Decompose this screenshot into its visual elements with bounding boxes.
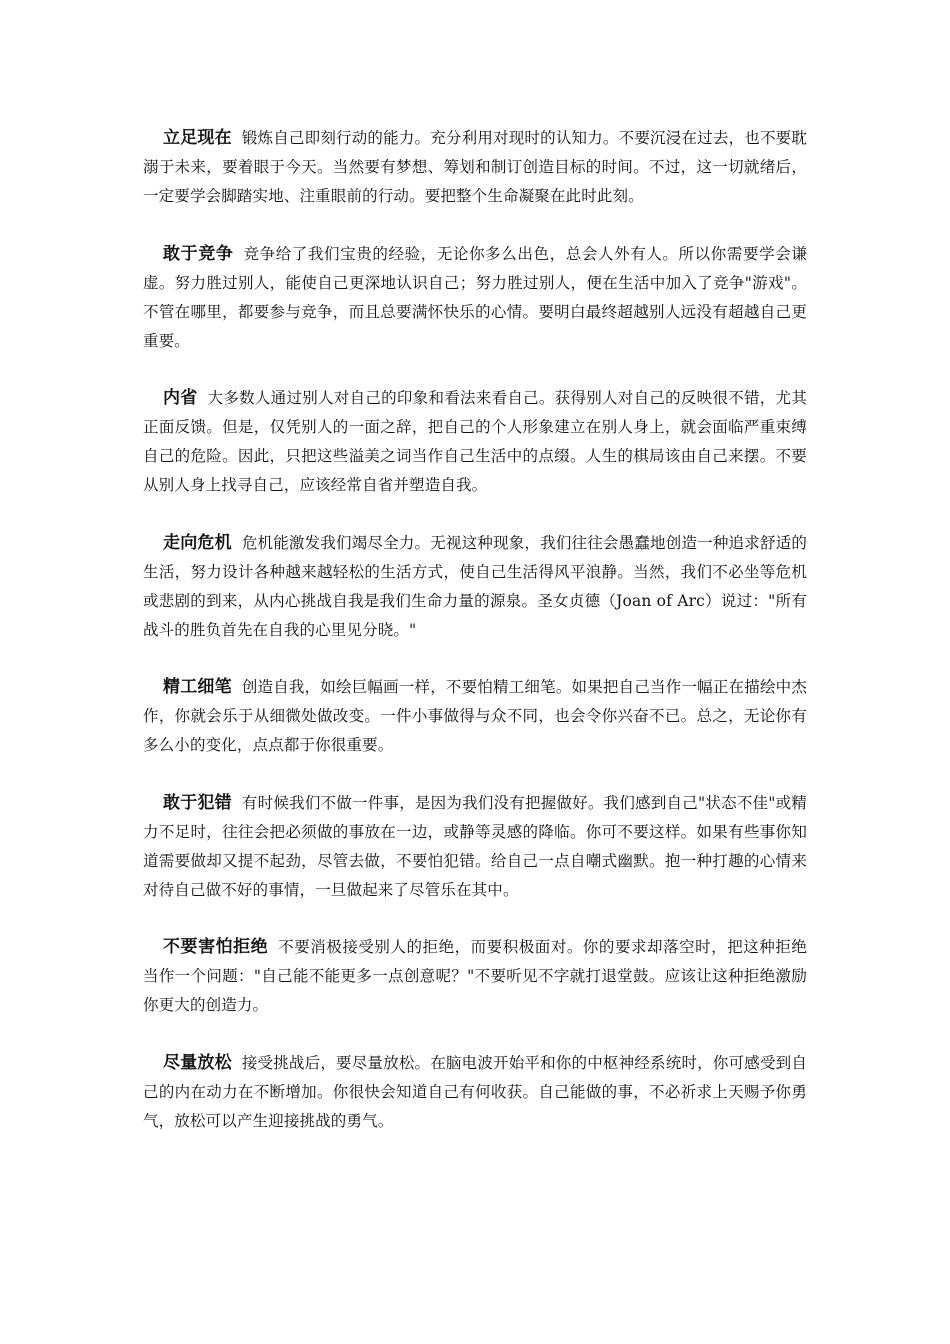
section-heading: 立足现在 (163, 128, 232, 148)
section-paragraph (143, 933, 807, 1020)
section-text: 接受挑战后，要尽量放松。在脑电波开始平和你的中枢神经系统时，你可感受到自己的内在动力在不断增加。你很快会知道自己有何收获。自己能做的事，不必祈求上天赐予你勇气，放松可以产生迎接挑战的勇气。 (143, 1053, 807, 1130)
section-text: 大多数人通过别人对自己的印象和看法来看自己。获得别人对自己的反映很不错，尤其正面反馈。但是，仅凭别人的一面之辞，把自己的个人形象建立在别人身上，就会面临严重束缚自己的危险。因此，只把这些溢美之词当作自己生活中的点缀。人生的棋局该由自己来摆。不要从别人身上找寻自己，应该经常自省并塑造自我。 (143, 389, 807, 494)
section-paragraph (143, 789, 807, 905)
section-paragraph (143, 384, 807, 500)
section-paragraph (143, 673, 807, 760)
section-paragraph (143, 124, 807, 211)
section-text: 创造自我，如绘巨幅画一样，不要怕精工细笔。如果把自己当作一幅正在描绘中杰作，你就会乐于从细微处做改变。一件小事做得与众不同，也会令你兴奋不已。总之，无论你有多么小的变化，点点都于你很重要。 (143, 678, 807, 754)
section-paragraph (143, 1049, 807, 1136)
section-heading: 敢于犯错 (163, 792, 232, 813)
section-text: 锻炼自己即刻行动的能力。充分利用对现时的认知力。不要沉浸在过去，也不要耽溺于未来，要着眼于今天。当然要有梦想、筹划和制订创造目标的时间。不过，这一切就绪后，一定要学会脚踏实地、注重眼前的行动。要把整个生命凝聚在此时此刻。 (143, 129, 807, 205)
section-heading: 精工细笔 (163, 677, 232, 697)
section-text: 危机能激发我们竭尽全力。无视这种现象，我们往往会愚蠢地创造一种追求舒适的生活，努力设计各种越来越轻松的生活方式，使自己生活得风平浪静。当然，我们不必坐等危机或悲剧的到来，从内心挑战自我是我们生命力量的源泉。圣女贞德（Joan of Arc）说过："所有战斗的胜负首先在自我的心里见分晓。" (143, 533, 807, 639)
section-text: 竞争给了我们宝贵的经验，无论你多么出色，总会人外有人。所以你需要学会谦虚。努力胜过别人，能使自己更深地认识自己；努力胜过别人，便在生活中加入了竞争"游戏"。不管在哪里，都要参与竞争，而且总要满怀快乐的心情。要明白最终超越别人远没有超越自己更重要。 (143, 244, 807, 350)
section-heading: 内省 (163, 388, 198, 408)
section-text: 不要消极接受别人的拒绝，而要积极面对。你的要求却落空时，把这种拒绝当作一个问题："自己能不能更多一点创意呢？"不要听见不字就打退堂鼓。应该让这种拒绝激励你更大的创造力。 (143, 938, 808, 1014)
section-text: 有时候我们不做一件事，是因为我们没有把握做好。我们感到自己"状态不佳"或精力不足时，往往会把必须做的事放在一边，或静等灵感的降临。你可不要这样。如果有些事你知道需要做却又提不起劲，尽管去做，不要怕犯错。给自己一点自嘲式幽默。抱一种打趣的心情来对待自己做不好的事情，一旦做起来了尽管乐在其中。 (143, 793, 808, 899)
section-heading: 敢于竞争 (163, 243, 234, 264)
section-paragraph (143, 240, 807, 356)
section-paragraph (143, 529, 807, 645)
document-body (143, 124, 807, 1164)
section-heading: 不要害怕拒绝 (163, 937, 269, 957)
section-heading: 走向危机 (163, 532, 232, 553)
section-heading: 尽量放松 (163, 1052, 232, 1073)
